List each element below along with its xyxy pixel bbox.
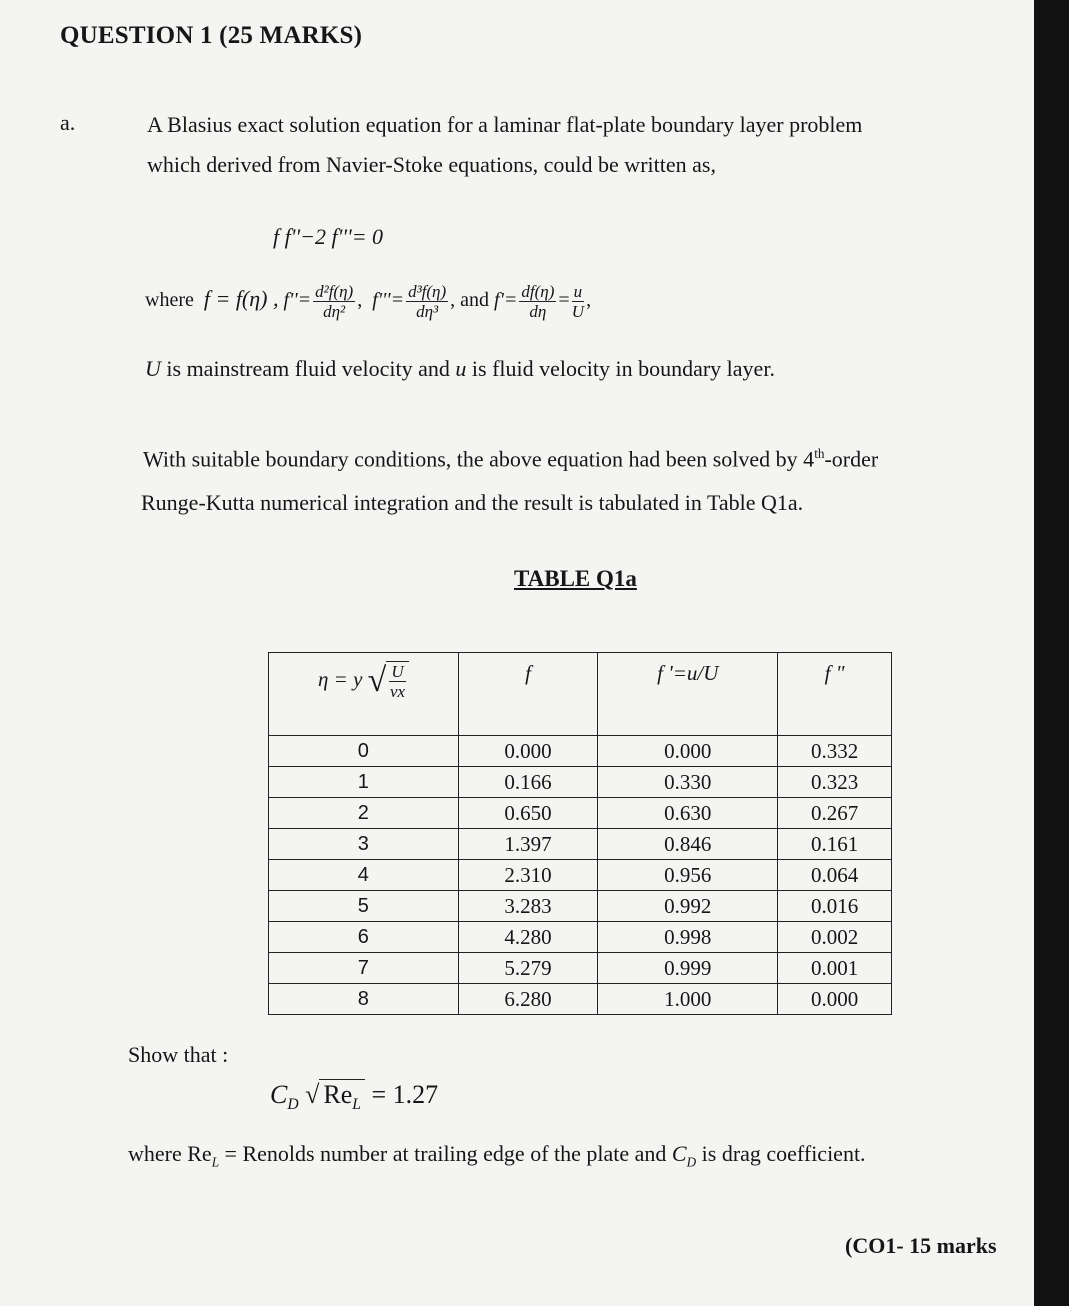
f-double-prime-cell: 0.000: [778, 984, 892, 1015]
def-f3-lhs: f'''=: [372, 289, 405, 312]
para3-sup: th: [814, 446, 825, 461]
eta-cell: 2: [269, 798, 459, 829]
f-cell: 2.310: [458, 860, 598, 891]
intro-line-1: A Blasius exact solution equation for a laminar flat-plate boundary layer problem: [147, 112, 863, 137]
def-f2-num: d²f(η): [315, 282, 354, 301]
eta-cell: 1: [269, 767, 459, 798]
def-f: f = f(η) ,: [203, 286, 279, 312]
u-line-text: is mainstream fluid velocity and: [166, 356, 450, 381]
def-f1-den: dη: [529, 302, 547, 321]
def-f3-fraction: [406, 282, 448, 321]
f-double-prime-cell: 0.016: [778, 891, 892, 922]
header-eta: [269, 653, 459, 736]
eta-cell: 8: [269, 984, 459, 1015]
re-symbol: Re: [323, 1080, 353, 1109]
table-row: [269, 984, 892, 1015]
para3-post: -order: [824, 446, 879, 472]
table-row: [269, 860, 892, 891]
f-cell: 0.000: [458, 736, 598, 767]
where2-pre: where Re: [128, 1141, 212, 1166]
reynolds-definition: [128, 1141, 866, 1170]
eta-cell: 0: [269, 736, 459, 767]
where-word: where: [145, 289, 194, 312]
table-row: [269, 953, 892, 984]
f-cell: 0.166: [458, 767, 598, 798]
table-row: [269, 922, 892, 953]
eta-lhs: η = y: [318, 666, 363, 691]
f-cell: 0.650: [458, 798, 598, 829]
def-f1-den2: U: [571, 302, 585, 321]
re-sub: L: [352, 1096, 361, 1114]
cd-rhs: = 1.27: [371, 1080, 439, 1109]
where2-mid: = Renolds number at trailing edge of the plate and: [219, 1141, 672, 1166]
table-row: [269, 891, 892, 922]
def-f1-num2: u: [573, 282, 583, 301]
table-row: [269, 798, 892, 829]
header-f-double-prime: f ": [778, 653, 892, 736]
sqrt-symbol: √ $\frac{U}{\nu x}$: [368, 661, 409, 701]
def-f2-den: dη²: [323, 302, 346, 321]
table-row: [269, 736, 892, 767]
def-f2-fraction: [313, 282, 355, 321]
eta-cell: 4: [269, 860, 459, 891]
show-that: Show that :: [128, 1042, 229, 1067]
f-cell: 1.397: [458, 829, 598, 860]
def-f1-lhs: f'=: [494, 289, 518, 312]
f-cell: 4.280: [458, 922, 598, 953]
def-f1-num: df(η): [521, 282, 555, 301]
f-prime-cell: 0.992: [598, 891, 778, 922]
header-f-prime: f '=u/U: [598, 653, 778, 736]
u-line-end: is fluid velocity in boundary layer.: [471, 356, 775, 381]
def-f3-den: dη³: [416, 302, 439, 321]
U-symbol: U: [145, 356, 161, 381]
table-row: [269, 829, 892, 860]
u-symbol: u: [455, 356, 467, 381]
eta-cell: 5: [269, 891, 459, 922]
cd-sub: D: [287, 1096, 299, 1114]
where2-cd: C: [671, 1141, 687, 1166]
question-title: QUESTION 1 (25 MARKS): [60, 22, 363, 49]
f-prime-cell: 0.630: [598, 798, 778, 829]
dark-edge: [1034, 0, 1069, 1306]
and-word: and: [460, 289, 490, 312]
table-title: TABLE Q1a: [514, 566, 637, 591]
def-f2-lhs: f''=: [283, 289, 312, 312]
table-row: [269, 767, 892, 798]
where2-sub: L: [211, 1154, 220, 1170]
para3-pre: With suitable boundary conditions, the above equation had been solved by 4: [143, 446, 815, 472]
def-f3-num: d³f(η): [408, 282, 447, 301]
def-f1-fraction: [519, 282, 556, 321]
part-label: a.: [60, 110, 76, 135]
f-double-prime-cell: 0.161: [778, 829, 892, 860]
table-header-row: [269, 653, 892, 736]
definitions-line: where f = f(η) , f''= $\frac{\text{d²f(η)}}{\text{dη²}}$ , f'''= $\frac{\text{d³f(η)}}{\text{dη³}}$ , and f'= $\frac{df(\eta)}{d\eta}$ = $\frac{u}{U}$ ,: [145, 282, 592, 321]
intro-line-2: which derived from Navier-Stoke equations, could be written as,: [147, 152, 716, 177]
f-prime-cell: 0.956: [598, 860, 778, 891]
blasius-table: [268, 652, 892, 1015]
f-double-prime-cell: 0.001: [778, 953, 892, 984]
blasius-equation: f f''−2 f'''= 0: [273, 224, 384, 249]
f-double-prime-cell: 0.267: [778, 798, 892, 829]
velocity-definition: [145, 356, 775, 382]
paragraph-3: [143, 446, 878, 472]
f-prime-cell: 0.330: [598, 767, 778, 798]
f-double-prime-cell: 0.323: [778, 767, 892, 798]
header-f: f: [458, 653, 598, 736]
marks-label: (CO1- 15 marks: [845, 1233, 997, 1258]
paragraph-4: Runge-Kutta numerical integration and the result is tabulated in Table Q1a.: [141, 490, 804, 515]
f-prime-cell: 1.000: [598, 984, 778, 1015]
f-prime-cell: 0.998: [598, 922, 778, 953]
where2-post: is drag coefficient.: [701, 1141, 866, 1166]
f-prime-cell: 0.000: [598, 736, 778, 767]
eta-num: U: [391, 662, 404, 681]
sqrt-re: √ $Re_L$: [305, 1079, 365, 1109]
f-prime-cell: 0.999: [598, 953, 778, 984]
f-cell: 3.283: [458, 891, 598, 922]
f-prime-cell: 0.846: [598, 829, 778, 860]
f-double-prime-cell: 0.002: [778, 922, 892, 953]
eta-cell: 3: [269, 829, 459, 860]
eta-den: νx: [389, 682, 406, 701]
f-cell: 5.279: [458, 953, 598, 984]
f-double-prime-cell: 0.064: [778, 860, 892, 891]
cd-symbol: C: [270, 1080, 288, 1109]
f-double-prime-cell: 0.332: [778, 736, 892, 767]
eta-cell: 7: [269, 953, 459, 984]
drag-equation: [270, 1080, 438, 1114]
f-cell: 6.280: [458, 984, 598, 1015]
where2-cd-sub: D: [686, 1154, 697, 1170]
eta-cell: 6: [269, 922, 459, 953]
def-f1-fraction-2: [572, 282, 585, 321]
